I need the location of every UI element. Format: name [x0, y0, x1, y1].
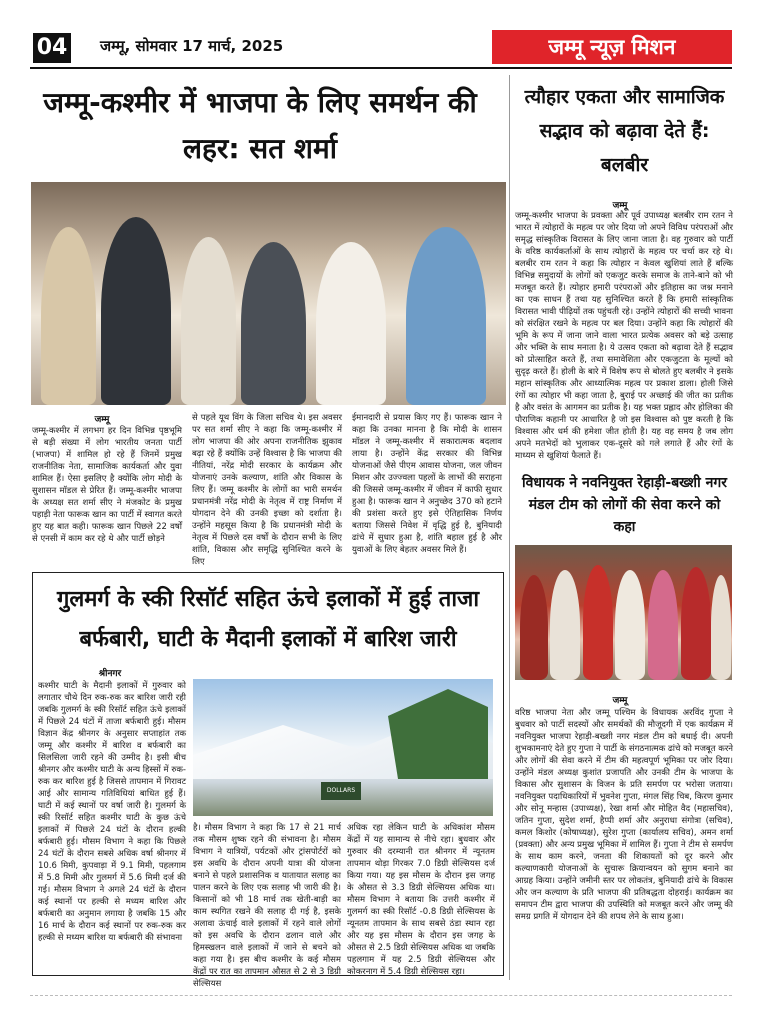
footer-rule	[30, 995, 732, 996]
column-divider	[509, 75, 510, 980]
article1-dateline: जम्मू	[94, 415, 110, 425]
header-rule	[30, 67, 732, 69]
article2-headline: त्यौहार एकता और सामाजिक सद्भाव को बढ़ावा देते हैं: बलबीर	[524, 86, 725, 176]
article4-column-1: कश्मीर घाटी के मैदानी इलाकों में गुरुवार को लगातार चौथे दिन रुक-रुक कर बारिश जारी रही जबकि गुलमर्ग के स्की रिसॉर्ट सहित ऊंचे इलाकों में पिछले 24 घंटों में ताजा बर्फबारी हुई। मौसम विज्ञान केंद्र श्रीनगर के अनुसार सप्ताहांत तक जम्मू और कश्मीर में बारिश व बर्फबारी का सिलसिला जारी रहने की उम्मीद है। इसी बीच श्रीनगर और कश्मीर घाटी के अन्य हिस्सों में रुक-रुक कर बारिश हुई है जिससे तापमान में गिरावट आई और सामान्य गतिविधियां बाधित हुई हैं। घाटी में कई स्थानों पर वर्षा जारी है। गुलमर्ग के स्की रिसॉर्ट सहित कश्मीर घाटी के कुछ ऊंचे इलाकों में पिछले 24 घंटों के दौरान हल्की बर्फबारी हुई। मौसम विभाग ने कहा कि पिछले 24 घंटों के दौरान सबसे अधिक वर्षा श्रीनगर में 10.6 मिमी, कुपवाड़ा में 9.1 मिमी, पहलगाम में 5.8 मिमी और गुलमर्ग में 5.6 मिमी दर्ज की गई। मौसम विभाग ने अगले 24 घंटों के दौरान कई स्थानों पर हल्की से मध्यम बारिश और बर्फबारी का अनुमान लगाया है जबकि 15 और 16 मार्च के दौरान कई स्थानों पर रुक-रुक कर हल्की से मध्यम बारिश या बर्फबारी की संभावना	[38, 681, 186, 943]
photo-person	[101, 217, 171, 405]
article3-photo	[515, 545, 732, 680]
article2-body: जम्मू-कश्मीर भाजपा के प्रवक्ता और पूर्व उपाध्यक्ष बलबीर राम रतन ने भारत में त्योहारों के महत्व पर जोर दिया जो अपने विविध परंपराओं और समृद्ध सांस्कृतिक विरासत के लिए जाना जाता है। वह गुरुवार को पार्टी के वरिष्ठ कार्यकर्ताओं के साथ त्योहारों के महत्व पर चर्चा कर रहे थे। बलबीर राम रतन ने कहा कि त्योहार न केवल खुशियां लाते हैं बल्कि विभिन्न समुदायों के लोगों को एकजुट करके समाज के ताने-बाने को भी मजबूत करते हैं। त्योहार हमारी परंपराओं और इतिहास का जश्न मनाने का एक साधन हैं तथा यह सुनिश्चित करते हैं कि हमारी सांस्कृतिक विरासत भावी पीढ़ियों तक पहुंचती रहे। उन्होंने त्योहारों की सच्ची भावना को संरक्षित रखने के महत्व पर बल दिया। उन्होंने कहा कि त्योहारों की भूमि के रूप में जाना जाने वाला भारत प्रत्येक अवसर को बड़े उत्साह और भक्ति के साथ मनाता है। ये उत्सव एकता को बढ़ावा देते हैं सद्भाव को प्रोत्साहित करते हैं, तथा समावेशिता और एकजुटता के मूल्यों को सुदृढ़ करते हैं। होली के बारे में विशेष रूप से बोलते हुए बलबीर ने इसके महान सांस्कृतिक और आध्यात्मिक महत्व पर प्रकाश डाला। होली जिसे रंगों का त्योहार भी कहा जाता है, बुराई पर अच्छाई की जीत का प्रतीक है और वसंत के आगमन का प्रतीक है। यह भक्त प्रह्लाद और होलिका की पौराणिक कहानी पर आधारित है जो इस विश्वास को पुष्ट करती है कि विश्वास और धर्म की हमेशा जीत होती है। यह वह समय है जब लोग अपने मतभेदों को भुलाकर एक-दूसरे को गले लगाते हैं और रंगों के माध्यम से खुशियां फैलाते हैं।	[515, 211, 733, 461]
article4-column-3: अधिक रहा लेकिन घाटी के अधिकांश मौसम केंद्रों में यह सामान्य से नीचे रहा। बुधवार और गुरुवार की दरम्यानी रात श्रीनगर में न्यूनतम तापमान थोड़ा गिरकर 7.0 डिग्री सेल्सियस दर्ज किया गया। यह इस मौसम के दौरान इस जगह के औसत से 3.3 डिग्री सेल्सियस अधिक था। मौसम विभाग ने बताया कि उत्तरी कश्मीर में गुलमर्ग का स्की रिसॉर्ट -0.8 डिग्री सेल्सियस के न्यूनतम तापमान के साथ सबसे ठंडा स्थान रहा और यह इस मौसम के दौरान इस जगह के औसत से 2.5 डिग्री सेल्सियस अधिक था जबकि पहलगाम में यह 2.5 डिग्री सेल्सियस और कोकरनाग में 5.4 डिग्री सेल्सियस रहा।	[347, 823, 495, 977]
article1-column-2: से पहले यूथ विंग के जिला सचिव थे। इस अवसर पर सत शर्मा सीए ने कहा कि जम्मू-कश्मीर में लोग भाजपा की ओर अपना राजनीतिक झुकाव बढ़ा रहे हैं क्योंकि उन्हें विश्वास है कि भाजपा की नीतियां, नरेंद्र मोदी सरकार के कार्यक्रम और योजनाएं उनके कल्याण, शांति और विकास के लिए हैं। जम्मू कश्मीर के लोगों का भारी समर्थन प्रधानमंत्री नरेंद्र मोदी के नेतृत्व में राष्ट्र निर्माण में योगदान देने की उनकी इच्छा को दर्शाता है। उन्होंने महसूस किया है कि प्रधानमंत्री मोदी के नेतृत्व में पिछले दस वर्षों के दौरान सभी के लिए शांति, विकास और समृद्धि सुनिश्चित करने के लिए	[192, 413, 342, 567]
photo-person	[550, 570, 580, 680]
photo-person	[241, 242, 306, 405]
page-number: 04	[33, 33, 71, 63]
photo-person	[316, 242, 386, 405]
article4-headline: गुलमर्ग के स्की रिसॉर्ट सहित ऊंचे इलाकों में हुई ताजा बर्फबारी, घाटी के मैदानी इलाकों में बारिश जारी	[56, 587, 480, 652]
article3-headline: विधायक ने नवनियुक्त रेहाड़ी-बख्शी नगर मंडल टीम को लोगों की सेवा करने को कहा	[522, 475, 727, 535]
photo-person	[181, 237, 236, 405]
article2-dateline: जम्मू	[612, 201, 628, 211]
article4-photo	[193, 679, 493, 816]
photo-person	[41, 227, 96, 405]
article1-column-1: जम्मू-कश्मीर में लगभग हर दिन विभिन्न पृष्ठभूमि से बड़ी संख्या में लोग भारतीय जनता पार्टी (भाजपा) में शामिल हो रहे हैं जिनमें प्रमुख राजनीतिक नेता, सामाजिक कार्यकर्ता और युवा शामिल हैं। ऐसा इसलिए है क्योंकि लोग मोदी के सुशासन मॉडल से प्रेरित हैं। जम्मू-कश्मीर भाजपा के अध्यक्ष सत शर्मा सीए ने मंजकोट के प्रमुख पहाड़ी नेता फारूक खान का पार्टी में स्वागत करते हुए यह बात कही। फारूक खान पिछले 22 वर्षों से एनसी में काम कर रहे थे और पार्टी छोड़ने	[32, 426, 182, 544]
article4-dateline: श्रीनगर	[98, 669, 122, 679]
issue-dateline: जम्मू, सोमवार 17 मार्च, 2025	[100, 37, 284, 55]
photo-person	[648, 570, 678, 680]
article4-column-2: है। मौसम विभाग ने कहा कि 17 से 21 मार्च तक मौसम शुष्क रहने की संभावना है। मौसम विभाग ने यात्रियों, पर्यटकों और ट्रांसपोर्टरों को इस अवधि के दौरान अपनी यात्रा की योजना बनाने से पहले प्रशासनिक व यातायात सलाह का पालन करने के लिए एक सलाह भी जारी की है। किसानों को भी 18 मार्च तक खेती-बाड़ी का काम स्थगित रखने की सलाह दी गई है, इसके अलावा ऊंचाई वाले इलाकों में रहने वाले लोगों को इस अवधि के दौरान ढलान वाले और हिमस्खलन वाले इलाकों में जाने से बचने को कहा गया है। इस बीच कश्मीर के कई मौसम केंद्रों पर रात का तापमान औसत से 2 से 3 डिग्री सेल्सियस	[193, 823, 341, 989]
article1-photo	[31, 182, 506, 405]
photo-person	[711, 575, 731, 680]
article1-column-3: ईमानदारी से प्रयास किए गए हैं। फारूक खान ने कहा कि उनका मानना है कि मोदी के शासन मॉडल ने जम्मू-कश्मीर में सकारात्मक बदलाव लाया है। उन्होंने केंद्र सरकार की विभिन्न योजनाओं जैसे पीएम आवास योजना, जल जीवन मिशन और उज्ज्वला पहलों के लाभों की सराहना की जिससे जम्मू-कश्मीर में जीवन में काफी सुधार हुआ है। फारूक खान ने अनुच्छेद 370 को हटाने की प्रशंसा करते हुए इसे ऐतिहासिक निर्णय बताया जिससे निवेश में वृद्धि हुई है, बुनियादी ढांचे में सुधार हुआ है, शांति बहाल हुई है और युवाओं के लिए बेहतर अवसर मिले हैं।	[352, 413, 502, 555]
masthead-brand: जम्मू न्यूज़ मिशन	[492, 30, 732, 64]
photo-person	[520, 575, 548, 680]
article3-body: वरिष्ठ भाजपा नेता और जम्मू पश्चिम के विधायक अरविंद गुप्ता ने बुधवार को पार्टी सदस्यों और समर्थकों की मौजूदगी में एक कार्यक्रम में नवनियुक्त भाजपा रेहाड़ी-बख्शी नगर मंडल टीम को बधाई दी। अपनी शुभकामनाएं देते हुए गुप्ता ने पार्टी के संगठनात्मक ढांचे को मजबूत करने और लोगों की सेवा करने में टीम की महत्वपूर्ण भूमिका पर जोर दिया। उन्होंने मंडल अध्यक्ष कुशांत प्रजापति और उनकी टीम के भाजपा के विकास और सुशासन के विजन के प्रति समर्पण पर भरोसा जताया। नवनियुक्त पदाधिकारियों में भुवनेश गुप्ता, मंगल सिंह चिब, किरण कुमार और सोनू मन्हास (उपाध्यक्ष), रेखा शर्मा और मोहित वैद (महासचिव), जतिन गुप्ता, सुदेश शर्मा, हैप्पी शर्मा और अनुराधा संगोत्रा (सचिव), कमल किशोर (कोषाध्यक्ष), सुरेश गुप्ता (कार्यालय सचिव), अमन शर्मा (प्रवक्ता) और अन्य प्रमुख भूमिका में शामिल हैं। गुप्ता ने टीम से समर्पण के साथ काम करने, जनता की शिकायतों को दूर करने और कल्याणकारी योजनाओं के सुचारू क्रियान्वयन को सुगम बनाने का आग्रह किया। उन्होंने जमीनी स्तर पर लोकतंत्र, बुनियादी ढांचे के विकास और जन कल्याण के प्रति भाजपा की प्रतिबद्धता दोहराई। कार्यक्रम का समापन टीम द्वारा भाजपा की उपस्थिति को मजबूत करने और जम्मू की समग्र प्रगति में योगदान देने की शपथ लेने के साथ हुआ।	[515, 708, 734, 922]
article3-dateline: जम्मू	[612, 696, 628, 706]
photo-person	[615, 570, 645, 680]
photo-sign: DOLLARS	[321, 782, 361, 800]
article1-headline: जम्मू-कश्मीर में भाजपा के लिए समर्थन की लहर: सत शर्मा	[43, 86, 477, 165]
photo-person	[681, 567, 711, 680]
gondola-station	[388, 689, 488, 779]
photo-person	[583, 565, 613, 680]
photo-person	[406, 227, 486, 405]
